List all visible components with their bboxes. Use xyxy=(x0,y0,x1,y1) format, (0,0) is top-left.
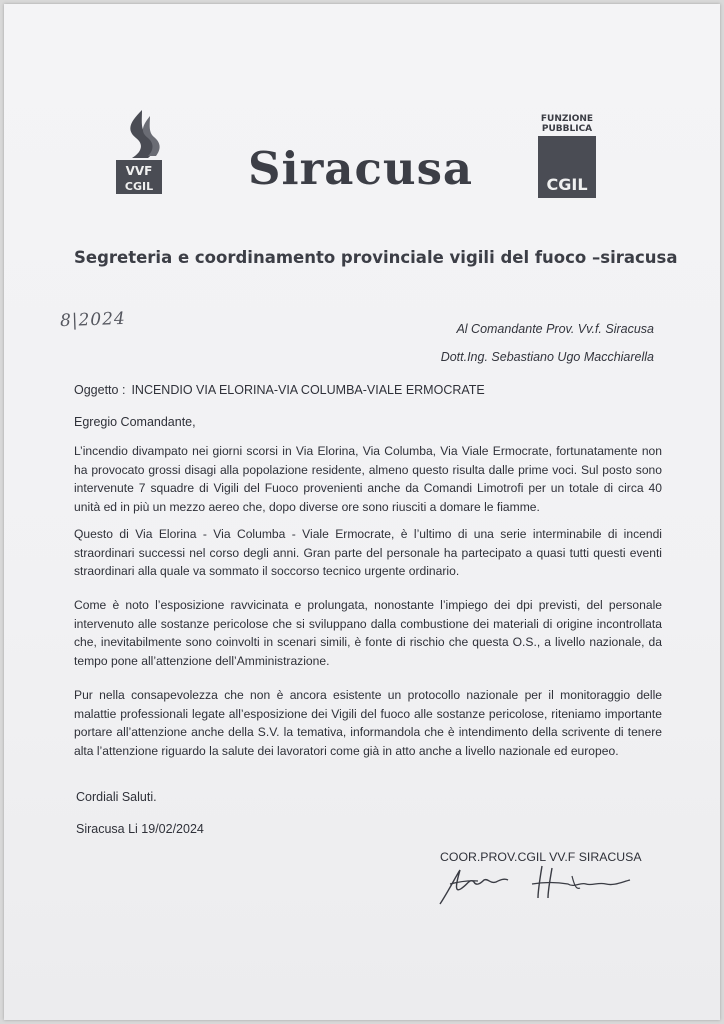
subject-text: INCENDIO VIA ELORINA-VIA COLUMBA-VIALE ERMOCRATE xyxy=(131,383,485,397)
signatory-organization: COOR.PROV.CGIL VV.F SIRACUSA xyxy=(440,850,642,864)
vvf-mark: VVF xyxy=(125,164,153,178)
funzione-pubblica-logo xyxy=(534,114,600,200)
subject-line xyxy=(74,383,485,397)
brand-title: Siracusa xyxy=(248,142,474,195)
paragraph-2: Questo di Via Elorina - Via Columba - Viale Ermocrate, è l’ultimo di una serie interminabile di incendi straordinari successi nel corso degli anni. Gran parte del personale ha partecipato a quasi tutti questi eventi straordinari alla quale va sommato il soccorso tecnico urgente ordinario. xyxy=(74,527,662,578)
vvf-cgil-text: CGIL xyxy=(124,180,154,193)
greeting: Egregio Comandante, xyxy=(74,415,196,429)
letter-page xyxy=(4,4,720,1020)
letter-subtitle: Segreteria e coordinamento provinciale vigili del fuoco –siracusa xyxy=(74,248,678,267)
paragraph-3: Come è noto l’esposizione ravvicinata e prolungata, nonostante l’impiego dei dpi previsti, del personale intervenuto alle sostanze pericolose che si sviluppano dalla combustione dei materiali di origine incontrollata che, inevitabilmente sono coinvolti in scenari simili, è fonte di rischio che questa O.S., a livello nazionale, da tempo pone all’attenzione dell’Amministrazione. xyxy=(74,598,662,668)
fp-cgil-text: CGIL xyxy=(546,175,588,194)
closing-greeting: Cordiali Saluti. xyxy=(76,790,157,804)
fp-line2: PUBBLICA xyxy=(541,124,593,134)
handwritten-signature xyxy=(434,854,644,914)
vvf-cgil-logo xyxy=(112,108,166,198)
paragraph-4: Pur nella consapevolezza che non è ancora esistente un protocollo nazionale per il monitoraggio delle malattie professionali legate all’esposizione dei Vigili del fuoco alle sostanze pericolose, riteniamo importante portare all’attenzione anche della S.V. la temativa, informandola che è intendimento della scrivente di tenere alta l’attenzione riguardo la salute dei lavoratori come già in atto anche a livello nazionale ed europeo. xyxy=(74,688,662,758)
paragraph-1: L’incendio divampato nei giorni scorsi in Via Elorina, Via Columba, Via Viale Ermocrate, fortunatamente non ha provocato grossi disagi alla popolazione residente, almeno questo risulta dalle prime voci. Sul posto sono intervenute 7 squadre di Vigili del Fuoco provenienti anche da Comandi Limotrofi per un totale di circa 40 unità ed in più un mezzo aereo che, dopo diverse ore sono riusciti a domare le fiamme. xyxy=(74,444,662,514)
recipient-line2: Dott.Ing. Sebastiano Ugo Macchiarella xyxy=(440,350,654,364)
fp-line1: FUNZIONE xyxy=(540,114,594,124)
protocol-number: 8|2024 xyxy=(59,308,127,332)
recipient-line1: Al Comandante Prov. Vv.f. Siracusa xyxy=(456,322,654,336)
fp-box xyxy=(538,136,596,198)
subject-label: Oggetto : xyxy=(74,383,126,397)
place-and-date: Siracusa Li 19/02/2024 xyxy=(76,822,204,836)
